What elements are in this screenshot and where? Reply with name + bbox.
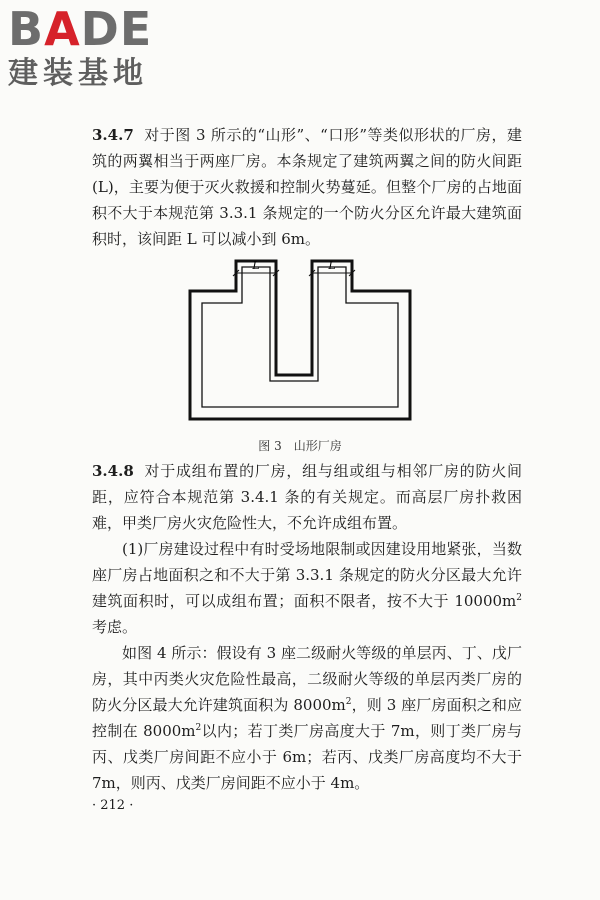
- dimension-label-right: L: [328, 259, 336, 272]
- building-outline-outer: [190, 261, 410, 419]
- clause-text: 对于成组布置的厂房，组与组或组与相邻厂房的防火间距，应符合本规范第 3.4.1 条的有关规定。而高层厂房扑救困难，甲类厂房火灾危险性大，不允许成组布置。: [92, 462, 522, 532]
- clause-3-4-8: [92, 458, 522, 796]
- brand-logo: [8, 4, 152, 92]
- clause-number: 3.4.7: [92, 126, 134, 144]
- clause-3-4-7: [92, 122, 522, 252]
- page-number: · 212 ·: [92, 798, 134, 813]
- brand-subtitle: 建装基地: [8, 56, 148, 91]
- clause-text: 对于图 3 所示的“山形”、“口形”等类似形状的厂房，建筑的两翼相当于两座厂房。本条规定了建筑两翼之间的防火间距(L)，主要为便于灭火救援和控制火势蔓延。但整个厂房的占地面积不大于本规范第 3.3.1 条规定的一个防火分区允许最大建筑面积时，该间距 L 可以减小到 6m。: [92, 126, 522, 248]
- figure-caption: 图 3 山形厂房: [258, 439, 342, 453]
- dimension-label-left: L: [252, 259, 260, 272]
- building-outline-inner: [202, 267, 398, 407]
- figure-mountain-shaped-factory: [180, 255, 420, 425]
- clause-number: 3.4.8: [92, 462, 134, 480]
- paragraph-1: (1)厂房建设过程中有时受场地限制或因建设用地紧张，当数座厂房占地面积之和不大于第 3.3.1 条规定的防火分区最大允许建筑面积时，可以成组布置；面积不限者，按不大于 $10000m^2$考虑。: [92, 540, 522, 636]
- brand-wordmark: BADE: [8, 2, 153, 56]
- paragraph-2: 如图 4 所示：假设有 3 座二级耐火等级的单层丙、丁、戊厂房，其中丙类火灾危险性最高，二级耐火等级的单层丙类厂房的防火分区最大允许建筑面积为 $8000m^2$，则 3 座厂房面积之和应控制在 $8000m^2$以内；若丁类厂房高度大于 7m，则丁类厂房与丙、戊类厂房间距不应小于 6m；若丙、戊类厂房高度均不大于 7m，则丙、戊类厂房间距不应小于 4m。: [92, 644, 522, 792]
